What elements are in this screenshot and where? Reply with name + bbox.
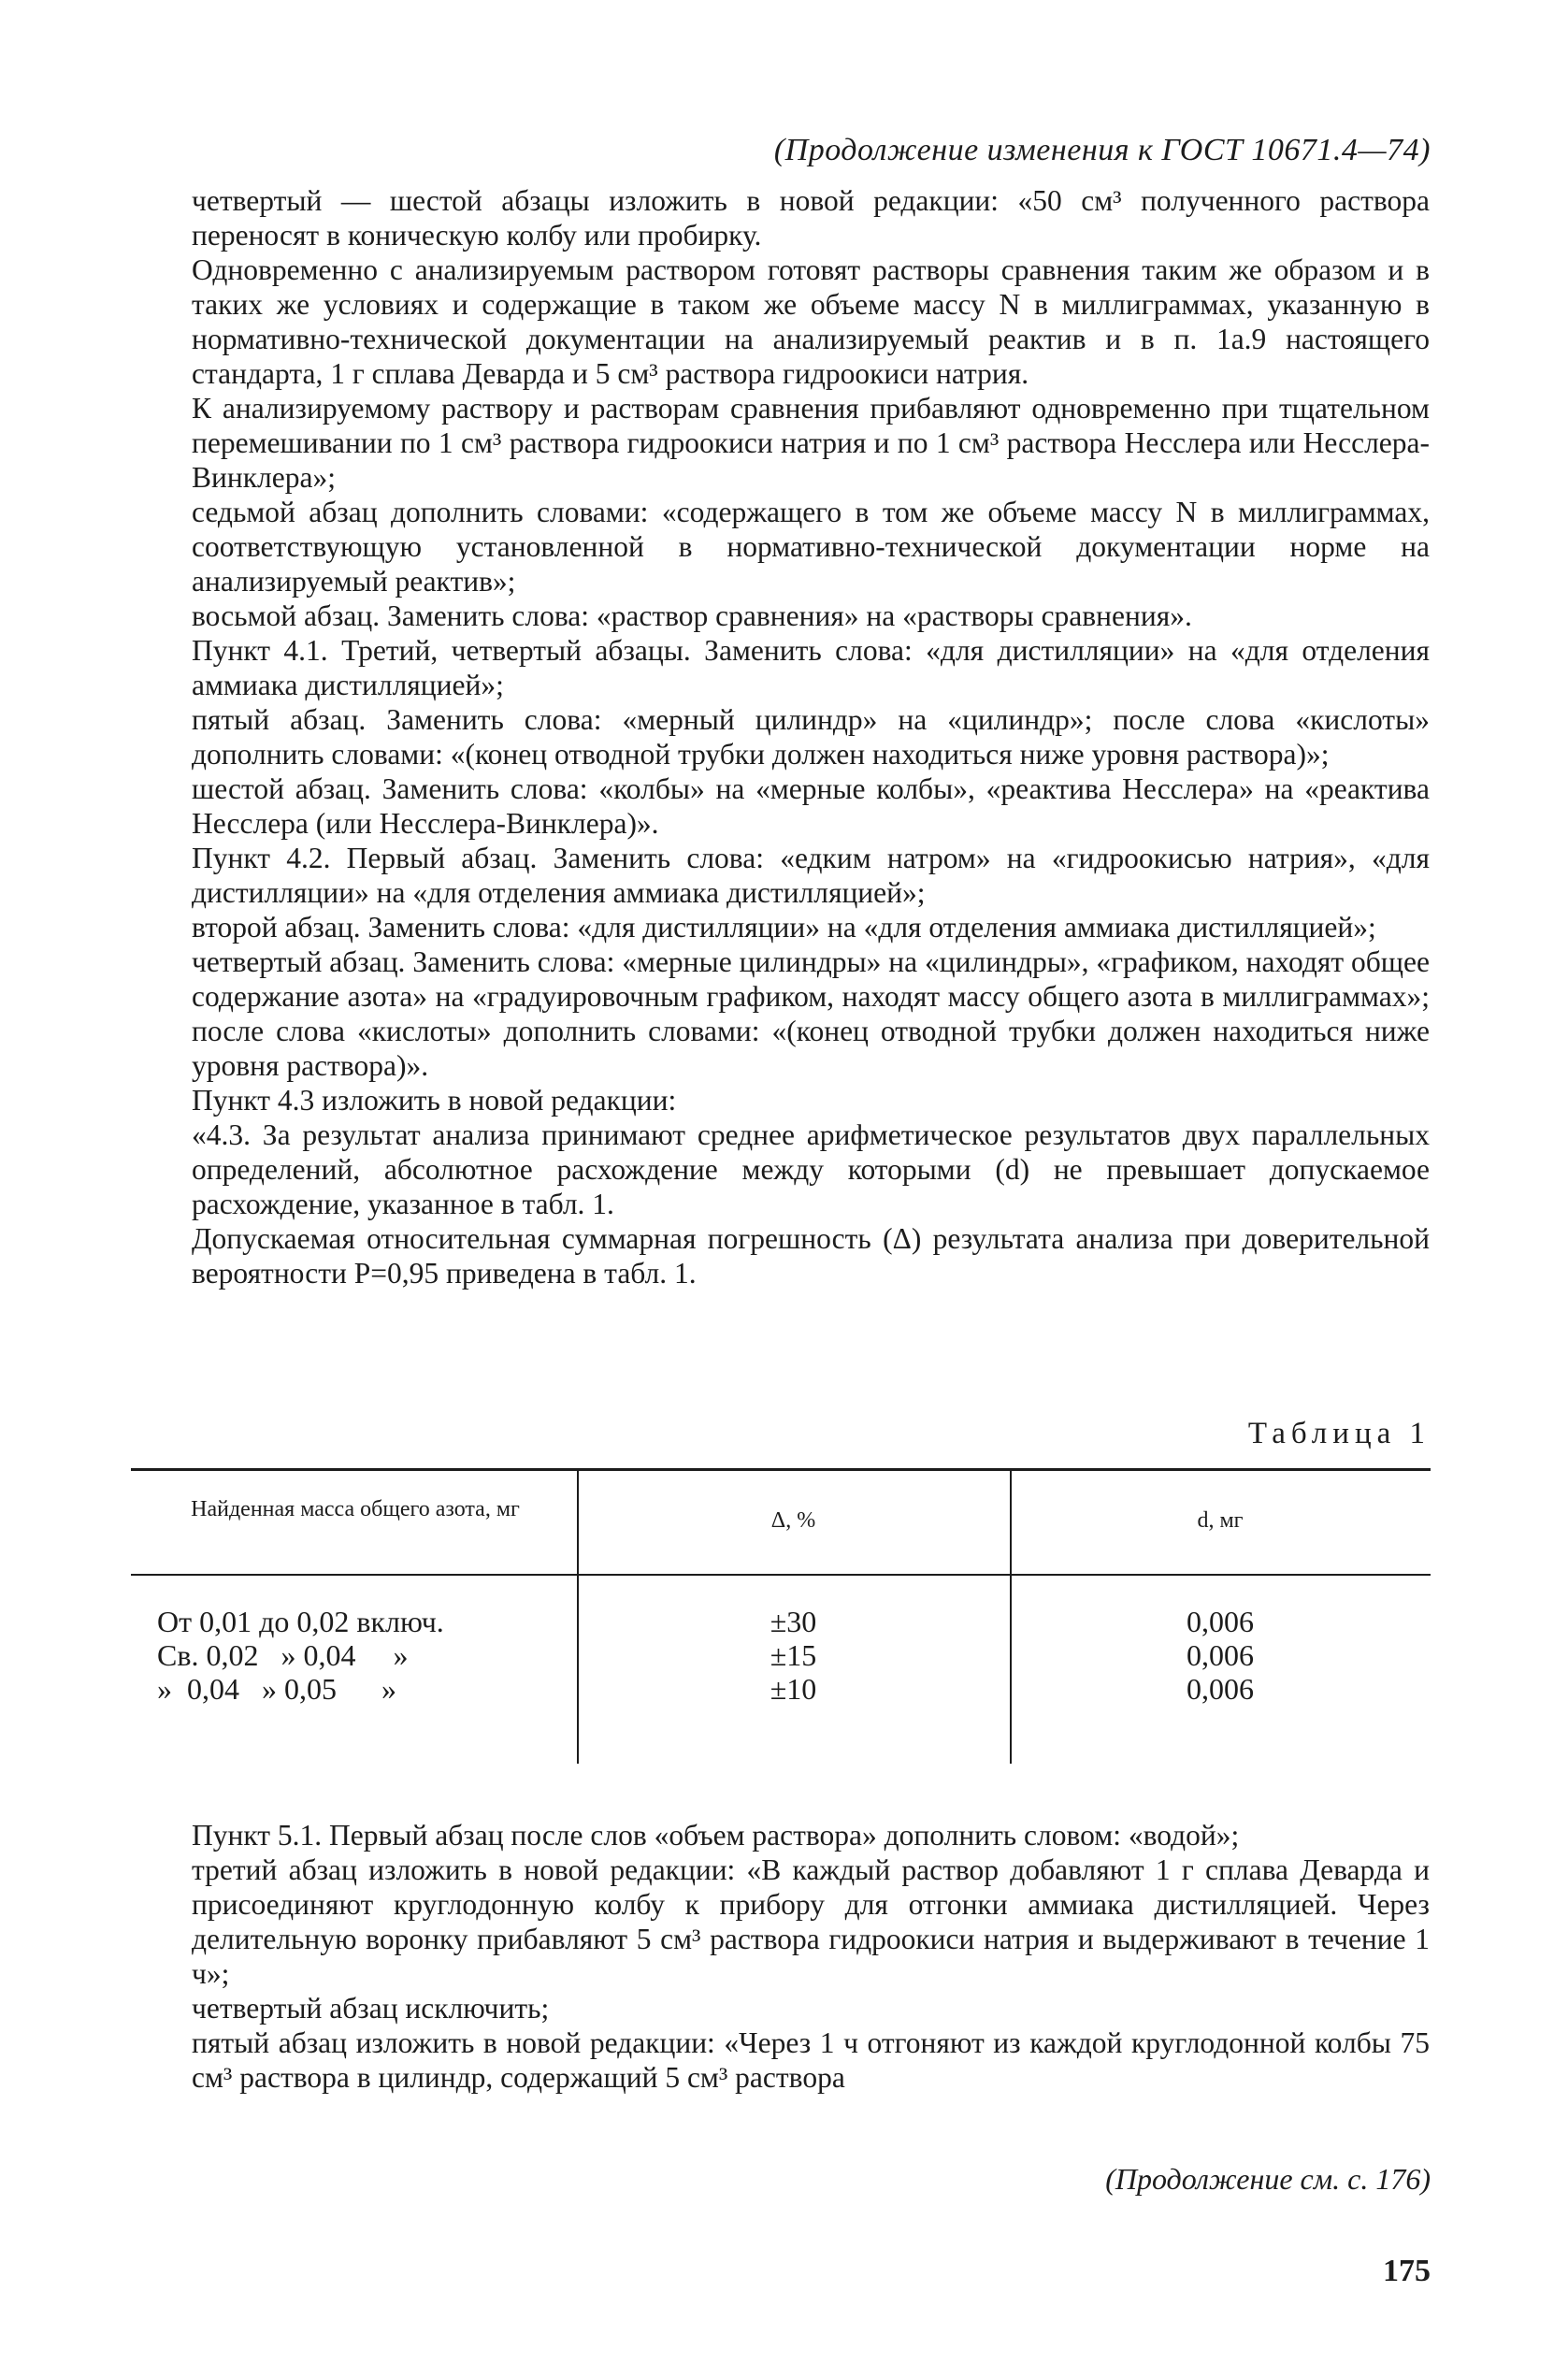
paragraph: восьмой абзац. Заменить слова: «раствор сравнения» на «растворы сравнения». [192,599,1192,632]
paragraph: Пункт 5.1. Первый абзац после слов «объем раствора» дополнить словом: «водой»; [192,1819,1240,1852]
table-column-delta [577,1605,1010,1706]
paragraph: седьмой абзац дополнить словами: «содержащего в том же объеме массу N в миллиграммах, соответствующую установленной в нормативно-технической документации норме на анализируемый реактив»; [192,496,1430,598]
table-cell: ±30 [770,1605,817,1638]
table-header-delta: Δ, % [770,1508,816,1533]
table-cell: Св. 0,02 » 0,04 » [157,1638,409,1672]
paragraph: четвертый абзац. Заменить слова: «мерные цилиндры» на «цилиндры», «графиком, находят общее содержание азота» на «градуировочным графиком, находят массу общего азота в миллиграммах»; после слова «кислоты» дополнить словами: «(конец отводной трубки должен находиться ниже уровня раствора)». [192,945,1430,1082]
paragraph: «4.3. За результат анализа принимают среднее арифметическое результатов двух параллельных определений, абсолютное расхождение между которыми (d) не превышает допускаемое расхождение, указанное в табл. 1. [192,1118,1430,1220]
table-cell: От 0,01 до 0,02 включ. [157,1605,444,1638]
table-cell: ±10 [770,1672,817,1706]
paragraph: шестой абзац. Заменить слова: «колбы» на «мерные колбы», «реактива Несслера» на «реактива Несслера (или Несслера-Винклера)». [192,772,1430,840]
paragraph: пятый абзац изложить в новой редакции: «Через 1 ч отгоняют из каждой круглодонной колбы 75 см³ раствора в цилиндр, содержащий 5 см³ раствора [192,2026,1430,2094]
table-cell: 0,006 [1187,1638,1254,1672]
paragraph: Пункт 4.2. Первый абзац. Заменить слова: «едким натром» на «гидроокисью натрия», «для дистилляции» на «для отделения аммиака дистилляцией»; [192,842,1430,909]
paragraph: пятый абзац. Заменить слова: «мерный цилиндр» на «цилиндр»; после слова «кислоты» дополнить словами: «(конец отводной трубки должен находиться ниже уровня раствора)»; [192,703,1430,771]
table-column-d [1010,1605,1431,1706]
page-number: 175 [1383,2254,1431,2288]
table-cell: ±15 [770,1638,817,1672]
paragraph: второй абзац. Заменить слова: «для дистилляции» на «для отделения аммиака дистилляцией»; [192,911,1376,944]
body-text-lower [192,1818,1430,2095]
table-top-rule [131,1468,1431,1471]
continuation-footer: (Продолжение см. с. 176) [1105,2162,1431,2196]
table-header-mass: Найденная масса общего азота, мг [191,1497,520,1521]
paragraph: Пункт 4.1. Третий, четвертый абзацы. Заменить слова: «для дистилляции» на «для отделения аммиака дистилляцией»; [192,634,1430,701]
table-header-rule [131,1574,1431,1576]
paragraph: Допускаемая относительная суммарная погрешность (Δ) результата анализа при доверительной вероятности P=0,95 приведена в табл. 1. [192,1222,1430,1290]
table-column-mass [157,1605,568,1706]
paragraph: Одновременно с анализируемым раствором готовят растворы сравнения таким же образом и в таких же условиях и содержащие в таком же объеме массу N в миллиграммах, указанную в нормативно-технической документации на анализируемый реактив и в п. 1а.9 настоящего стандарта, 1 г сплава Деварда и 5 см³ раствора гидроокиси натрия. [192,253,1430,390]
paragraph: четвертый — шестой абзацы изложить в новой редакции: «50 см³ полученного раствора переносят в коническую колбу или пробирку. [192,184,1430,252]
table-cell: 0,006 [1187,1605,1254,1638]
table-cell: » 0,04 » 0,05 » [157,1672,396,1706]
paragraph: К анализируемому раствору и растворам сравнения прибавляют одновременно при тщательном перемешивании по 1 см³ раствора гидроокиси натрия и по 1 см³ раствора Несслера или Несслера-Винклера»; [192,392,1430,494]
table-header-d: d, мг [1197,1508,1244,1533]
table-1 [131,1468,1431,1786]
paragraph: четвертый абзац исключить; [192,1992,550,2025]
table-cell: 0,006 [1187,1672,1254,1706]
paragraph: Пункт 4.3 изложить в новой редакции: [192,1084,677,1117]
continuation-header: (Продолжение изменения к ГОСТ 10671.4—74) [773,133,1431,167]
table-caption: Таблица 1 [1247,1417,1431,1450]
paragraph: третий абзац изложить в новой редакции: «В каждый раствор добавляют 1 г сплава Деварда и присоединяют круглодонную колбу к прибору для отгонки аммиака дистилляцией. Через делительную воронку прибавляют 5 см³ раствора гидроокиси натрия и выдерживают в течение 1 ч»; [192,1853,1430,1990]
body-text-upper [192,183,1430,1290]
